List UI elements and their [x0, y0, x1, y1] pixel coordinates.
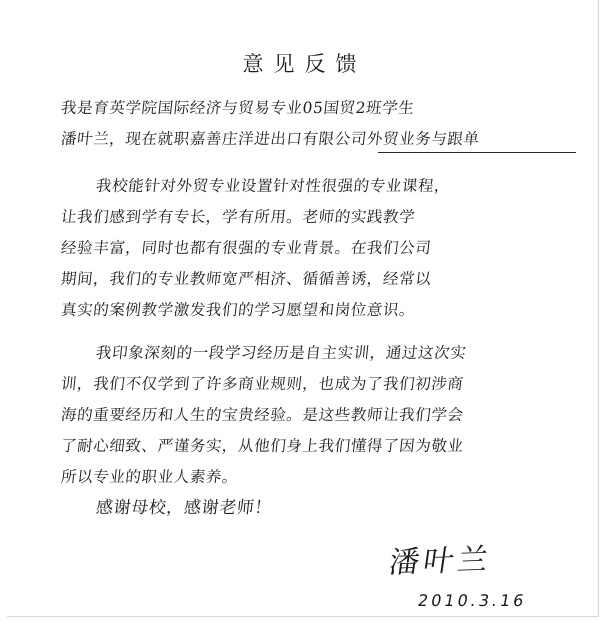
letter-line: 期间，我们的专业教师宽严相济、循循善诱，经常以	[60, 270, 433, 288]
letter-line: 真实的案例教学激发我们的学习愿望和岗位意识。	[60, 301, 417, 319]
letter-line: 让我们感到学有专长，学有所用。老师的实践教学	[60, 208, 417, 226]
job-underline	[378, 152, 576, 153]
letter-line: 经验丰富，同时也都有很强的专业背景。在我们公司	[60, 239, 433, 257]
letter-line: 我是育英学院国际经济与贸易专业05国贸2班学生	[60, 99, 416, 117]
letter-line: 我校能针对外贸专业设置针对性很强的专业课程，	[95, 177, 452, 195]
letter-line: 了耐心细致、严谨务实，从他们身上我们懂得了因为敬业	[60, 437, 465, 455]
letter-line: 训，我们不仅学到了许多商业规则，也成为了我们初涉商	[60, 375, 465, 393]
letter-line: 我印象深刻的一段学习经历是自主实训，通过这次实	[95, 344, 468, 362]
letter-line: 潘叶兰，现在就职嘉善庄洋进出口有限公司外贸业务与跟单	[60, 130, 481, 148]
letter-line: 所以专业的职业人素养。	[60, 468, 240, 486]
handwritten-signature: 潘叶兰	[386, 542, 495, 581]
letter-title: 意见反馈	[242, 52, 367, 76]
thanks-line: 感谢母校，感谢老师！	[95, 498, 274, 518]
letter-date: 2010.3.16	[416, 591, 529, 610]
letter-line: 海的重要经历和人生的宝贵经验。是这些教师让我们学会	[60, 406, 465, 424]
